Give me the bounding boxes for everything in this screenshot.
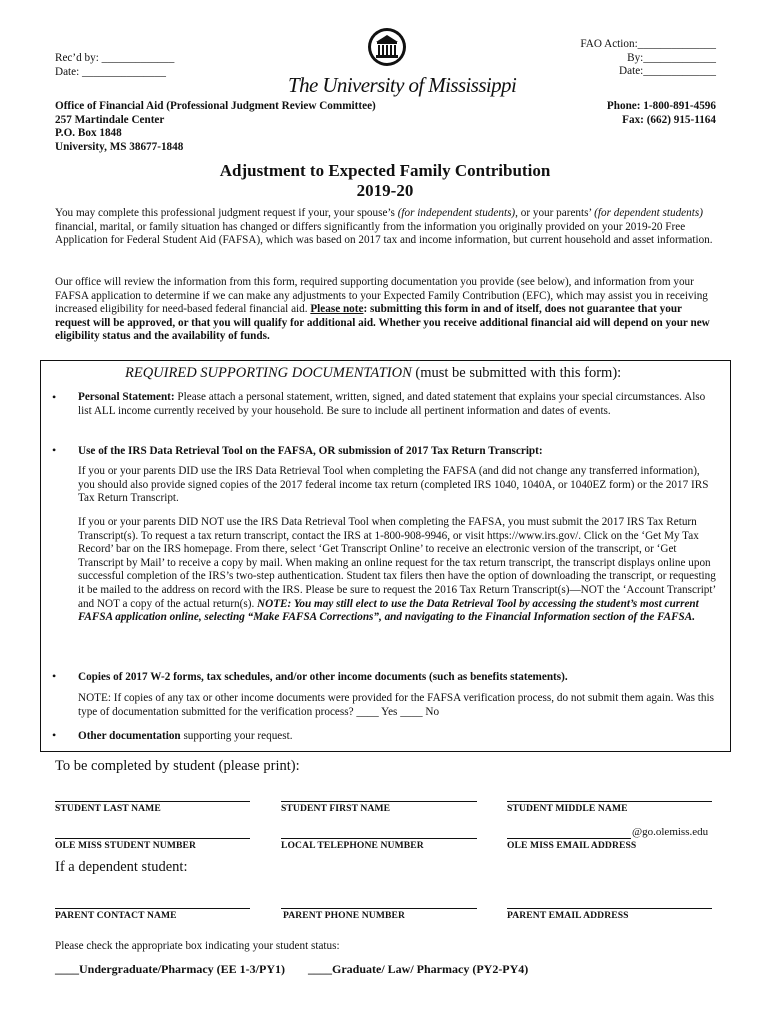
fao-by-field: By:_____________ (627, 51, 716, 64)
student-middle-name-label: STUDENT MIDDLE NAME (507, 803, 628, 814)
status-prompt: Please check the appropriate box indicating your student status: (55, 940, 340, 952)
item2-paragraph-2 (78, 516, 718, 625)
intro-p1-text-a: You may complete this professional judgment request if your, your spouse’s (55, 207, 398, 219)
email-address-input[interactable] (507, 838, 631, 839)
email-suffix: @go.olemiss.edu (632, 826, 709, 838)
recd-by-field: Rec’d by: _____________ (55, 52, 175, 64)
parent-contact-input[interactable] (55, 908, 250, 909)
title-line-2: 2019-20 (356, 181, 414, 200)
office-po-box: P.O. Box 1848 (55, 127, 122, 140)
office-address (55, 100, 376, 154)
item2-paragraph-1: If you or your parents DID use the IRS Data Retrieval Tool when completing the FAFSA (and did not change any transferred information), you should also provide signed copies of the 2017 federal income tax return (completed IRS 1040, 1040A, or 1040EZ form) or the 2017 IRS Tax Return Transcript. (78, 465, 709, 505)
office-contact (607, 100, 716, 127)
office-fax: Fax: (662) 915-1164 (622, 113, 716, 126)
parent-contact-label: PARENT CONTACT NAME (55, 910, 177, 921)
student-last-name-input[interactable] (55, 801, 250, 802)
item1-title: Personal Statement: (78, 391, 175, 403)
fao-block (580, 38, 716, 79)
student-first-name-label: STUDENT FIRST NAME (281, 803, 391, 814)
intro-paragraph-1 (55, 207, 717, 248)
item3-note: NOTE: If copies of any tax or other income documents were provided for the FAFSA verification process, do not submit them again. Was this type of documentation submitted for the verification process? ____ Yes ____ No (78, 692, 714, 718)
recd-block (55, 52, 174, 79)
bullet-icon: • (52, 669, 57, 683)
local-telephone-input[interactable] (281, 838, 477, 839)
intro-p1-text-e: financial, marital, or family situation has changed or differs significantly from the information you originally provided on your 2019-20 Free Application for Federal Student Aid (FAFSA), which was based on 2017 tax and income information, but current household and asset information. (55, 220, 713, 247)
university-logo-text: The University of Mississippi (288, 73, 517, 97)
intro-p2-note: Please note (310, 303, 364, 316)
intro-p2-text-a: Our office will review the information from this form, required supporting documentation you provide (see below), and information from your FAFSA application to determine if we can make any adjustments to your Expected Family Contribution (EFC), which may assist you in receiving increased eligibility for need-based federal financial aid. (55, 276, 708, 316)
intro-p1-text-d: (for dependent students) (594, 207, 703, 219)
page-title (0, 161, 770, 201)
item4-text: supporting your request. (180, 730, 293, 742)
office-phone: Phone: 1-800-891-4596 (606, 100, 716, 112)
student-number-input[interactable] (55, 838, 250, 839)
email-address-label: OLE MISS EMAIL ADDRESS (507, 840, 637, 851)
item3-title: Copies of 2017 W-2 forms, tax schedules, and/or other income documents (such as benefits statements). (78, 671, 568, 683)
item4-title: Other documentation (78, 730, 181, 742)
dependent-heading: If a dependent student: (55, 859, 188, 875)
office-street: 257 Martindale Center (55, 113, 165, 126)
fao-date-field: Date:_____________ (619, 65, 716, 78)
university-seal-icon (367, 26, 407, 70)
office-name: Office of Financial Aid (Professional Judgment Review Committee) (55, 100, 376, 112)
student-number-label: OLE MISS STUDENT NUMBER (55, 840, 196, 851)
item2-p2-note: NOTE: You may still elect to use the Data Retrieval Tool by accessing the student’s most current FAFSA application online, selecting “Make FAFSA Corrections”, and navigating to the Financial Information section of the FAFSA. (78, 597, 699, 624)
intro-p2-text-b: : submitting this form in and of itself, does not guarantee that your request will be approved, or that you will qualify for additional aid. Whether you receive additional financial aid will depend on your new eligibility status and the availability of funds. (55, 303, 710, 343)
required-heading (125, 365, 621, 382)
local-telephone-label: LOCAL TELEPHONE NUMBER (281, 840, 424, 851)
status-undergraduate-option[interactable]: ____Undergraduate/Pharmacy (EE 1-3/PY1) (55, 962, 285, 976)
recd-date-field: Date: _______________ (55, 65, 166, 78)
intro-paragraph-2 (55, 276, 717, 344)
fao-action-field: FAO Action:______________ (580, 38, 716, 50)
required-item-other (78, 730, 718, 744)
required-item-personal-statement (78, 391, 718, 418)
bullet-icon: • (52, 728, 57, 742)
student-last-name-label: STUDENT LAST NAME (55, 803, 161, 814)
bullet-icon: • (52, 390, 57, 404)
item1-text: Please attach a personal statement, written, signed, and dated statement that explains your special circumstances. Also list ALL income currently received by your household. Be sure to include all pertinent information and dates of events. (78, 391, 706, 417)
required-heading-italic: REQUIRED SUPPORTING DOCUMENTATION (125, 365, 412, 381)
student-section-heading: To be completed by student (please print): (55, 758, 300, 774)
parent-phone-label: PARENT PHONE NUMBER (283, 910, 406, 921)
required-heading-rest: (must be submitted with this form): (411, 365, 622, 381)
status-graduate-option[interactable]: ____Graduate/ Law/ Pharmacy (PY2-PY4) (308, 962, 529, 976)
intro-p1-text-b: (for independent students) (397, 207, 516, 219)
student-middle-name-input[interactable] (507, 801, 712, 802)
item2-title: Use of the IRS Data Retrieval Tool on the FAFSA, OR submission of 2017 Tax Return Transcript: (78, 445, 543, 457)
parent-phone-input[interactable] (281, 908, 477, 909)
bullet-icon: • (52, 443, 57, 457)
student-first-name-input[interactable] (281, 801, 477, 802)
title-line-1: Adjustment to Expected Family Contribution (219, 161, 551, 180)
intro-p1-text-c: , or your parents’ (515, 207, 595, 219)
item2-p2-text: If you or your parents DID NOT use the IRS Data Retrieval Tool when completing the FAFSA, you must submit the 2017 IRS Tax Return Transcript(s). To request a tax return transcript, contact the IRS at 1-800-908-9946, or visit https://www.irs.gov/. Click on the ‘Get My Tax Record’ bar on the IRS homepage. From there, select ‘Get Transcript Online’ to receive an electronic version of the transcript, or ‘Get Transcript by Mail’ to receive a copy by mail. When making an online request for the tax return transcript, the transcript displays online upon successful completion of the IRS’s two-step authentication. Student tax filers then have the option of downloading the transcript, or requesting it be mailed to the address on record with the IRS. Please be sure to request the 2016 Tax Return Transcript(s)—NOT the ‘Account Transcript’ and NOT a copy of the actual return(s). (78, 516, 716, 610)
office-city: University, MS 38677-1848 (55, 140, 184, 153)
parent-email-label: PARENT EMAIL ADDRESS (507, 910, 629, 921)
parent-email-input[interactable] (507, 908, 712, 909)
